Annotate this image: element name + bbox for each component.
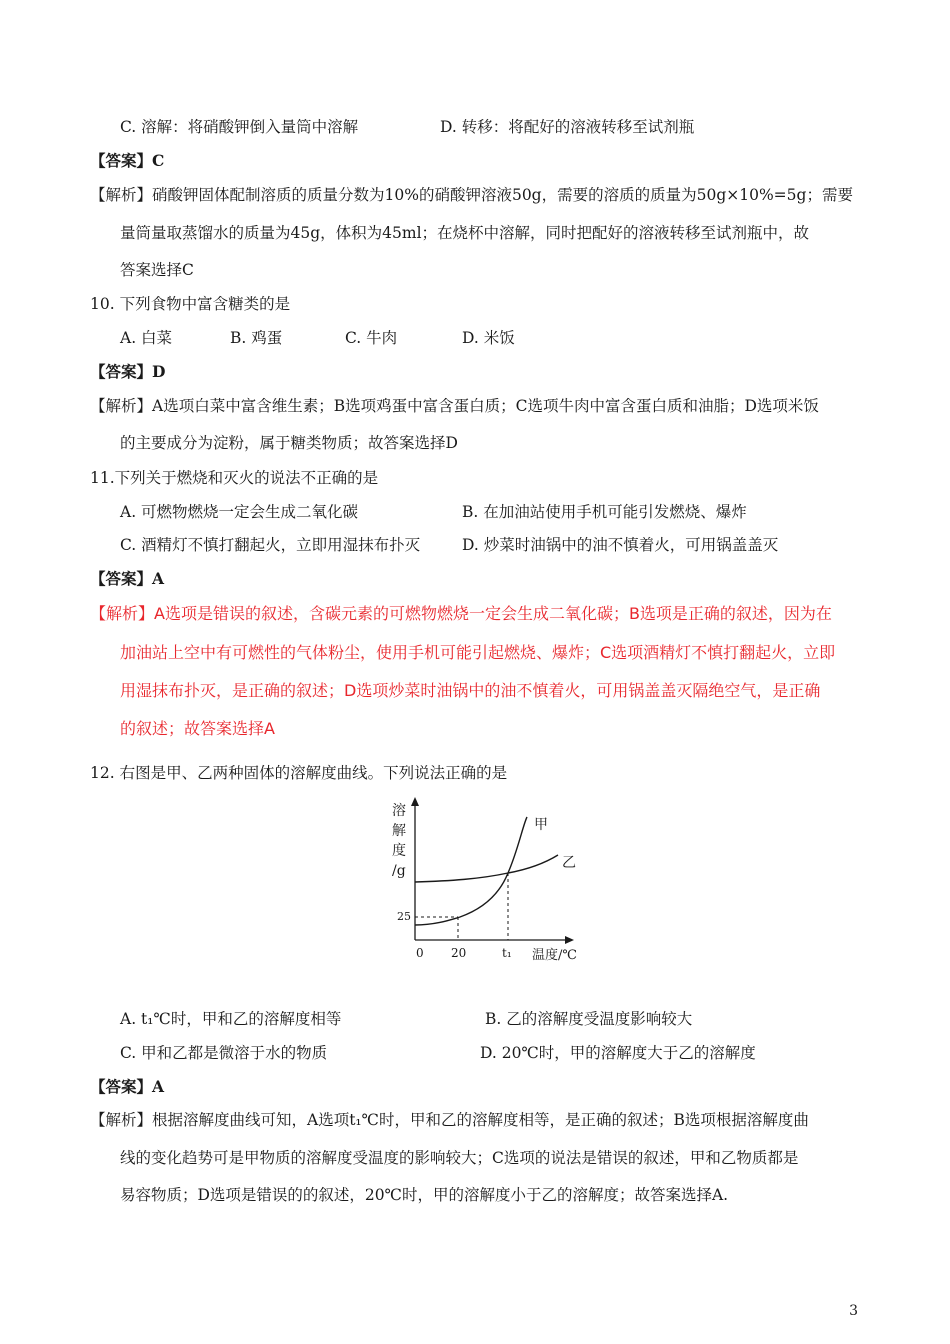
q11-analysis-line1: 【解析】A选项是错误的叙述，含碳元素的可燃物燃烧一定会生成二氧化碳；B选项是正确的叙述，因为在 — [90, 604, 832, 623]
chart-y-axis-arrow — [411, 797, 419, 806]
chart-ylabel-char-1: 溶 — [392, 803, 406, 819]
q10-stem: 10. 下列食物中富含糖类的是 — [90, 295, 291, 313]
q10-answer: 【答案】D — [90, 362, 166, 381]
q12-option-d: D. 20℃时，甲的溶解度大于乙的溶解度 — [480, 1044, 756, 1062]
q9-analysis-line3: 答案选择C — [120, 261, 194, 279]
chart-xtick-0: 0 — [416, 946, 424, 960]
q12-analysis-line1: 【解析】根据溶解度曲线可知，A选项t₁℃时，甲和乙的溶解度相等，是正确的叙述；B选项根据溶解度曲 — [90, 1111, 809, 1129]
chart-series-jia-label: 甲 — [534, 817, 548, 833]
chart-xtick-t1: t₁ — [502, 946, 512, 960]
q10-analysis-line1: 【解析】A选项白菜中富含维生素；B选项鸡蛋中富含蛋白质；C选项牛肉中富含蛋白质和油脂；D选项米饭 — [90, 397, 819, 415]
q11-option-a: A. 可燃物燃烧一定会生成二氧化碳 — [120, 503, 359, 521]
q11-analysis-line4: 的叙述；故答案选择A — [120, 719, 275, 738]
chart-ylabel-char-4: /g — [392, 863, 406, 879]
q11-analysis-line3: 用湿抹布扑灭，是正确的叙述；D选项炒菜时油锅中的油不慎着火，可用锅盖盖灭隔绝空气，是正确 — [120, 681, 821, 700]
q11-option-d: D. 炒菜时油锅中的油不慎着火，可用锅盖盖灭 — [462, 536, 779, 554]
q11-option-b: B. 在加油站使用手机可能引发燃烧、爆炸 — [462, 503, 747, 521]
q10-option-c: C. 牛肉 — [345, 329, 398, 347]
chart-x-axis-arrow — [565, 936, 574, 944]
chart-ytick-25: 25 — [397, 910, 411, 923]
solubility-chart — [380, 795, 610, 975]
q12-answer: 【答案】A — [90, 1077, 165, 1096]
q12-option-b: B. 乙的溶解度受温度影响较大 — [485, 1010, 693, 1028]
q12-analysis-line3: 易容物质；D选项是错误的的叙述，20℃时，甲的溶解度小于乙的溶解度；故答案选择A. — [120, 1186, 729, 1204]
page-number: 3 — [849, 1303, 858, 1319]
q11-stem: 11.下列关于燃烧和灭火的说法不正确的是 — [90, 469, 379, 487]
chart-xtick-20: 20 — [451, 946, 467, 960]
q11-answer: 【答案】A — [90, 569, 165, 588]
q12-option-a: A. t₁℃时，甲和乙的溶解度相等 — [120, 1010, 342, 1028]
chart-series-jia-curve — [415, 817, 527, 925]
q11-option-c: C. 酒精灯不慎打翻起火，立即用湿抹布扑灭 — [120, 536, 421, 554]
chart-ylabel-char-2: 解 — [392, 823, 406, 839]
q9-answer: 【答案】C — [90, 151, 165, 170]
q9-option-c: C. 溶解：将硝酸钾倒入量筒中溶解 — [120, 118, 359, 136]
chart-ylabel-char-3: 度 — [392, 843, 406, 859]
q10-option-d: D. 米饭 — [462, 329, 515, 347]
q11-analysis-line2: 加油站上空中有可燃性的气体粉尘，使用手机可能引起燃烧、爆炸；C选项酒精灯不慎打翻起火，立即 — [120, 643, 836, 662]
chart-series-yi-label: 乙 — [562, 855, 576, 871]
chart-xlabel: 温度/℃ — [532, 948, 577, 963]
q10-option-a: A. 白菜 — [120, 329, 173, 347]
q9-option-d: D. 转移：将配好的溶液转移至试剂瓶 — [440, 118, 695, 136]
q12-option-c: C. 甲和乙都是微溶于水的物质 — [120, 1044, 328, 1062]
q12-stem: 12. 右图是甲、乙两种固体的溶解度曲线。下列说法正确的是 — [90, 764, 508, 782]
q10-option-b: B. 鸡蛋 — [230, 329, 283, 347]
q9-analysis-line2: 量筒量取蒸馏水的质量为45g，体积为45ml；在烧杯中溶解，同时把配好的溶液转移至试剂瓶中，故 — [120, 224, 810, 242]
chart-series-yi-curve — [415, 855, 558, 882]
q9-analysis-line1: 【解析】硝酸钾固体配制溶质的质量分数为10%的硝酸钾溶液50g，需要的溶质的质量为50g×10%=5g；需要 — [90, 186, 853, 204]
q10-analysis-line2: 的主要成分为淀粉，属于糖类物质；故答案选择D — [120, 434, 458, 452]
q12-analysis-line2: 线的变化趋势可是甲物质的溶解度受温度的影响较大；C选项的说法是错误的叙述，甲和乙物质都是 — [120, 1149, 799, 1167]
